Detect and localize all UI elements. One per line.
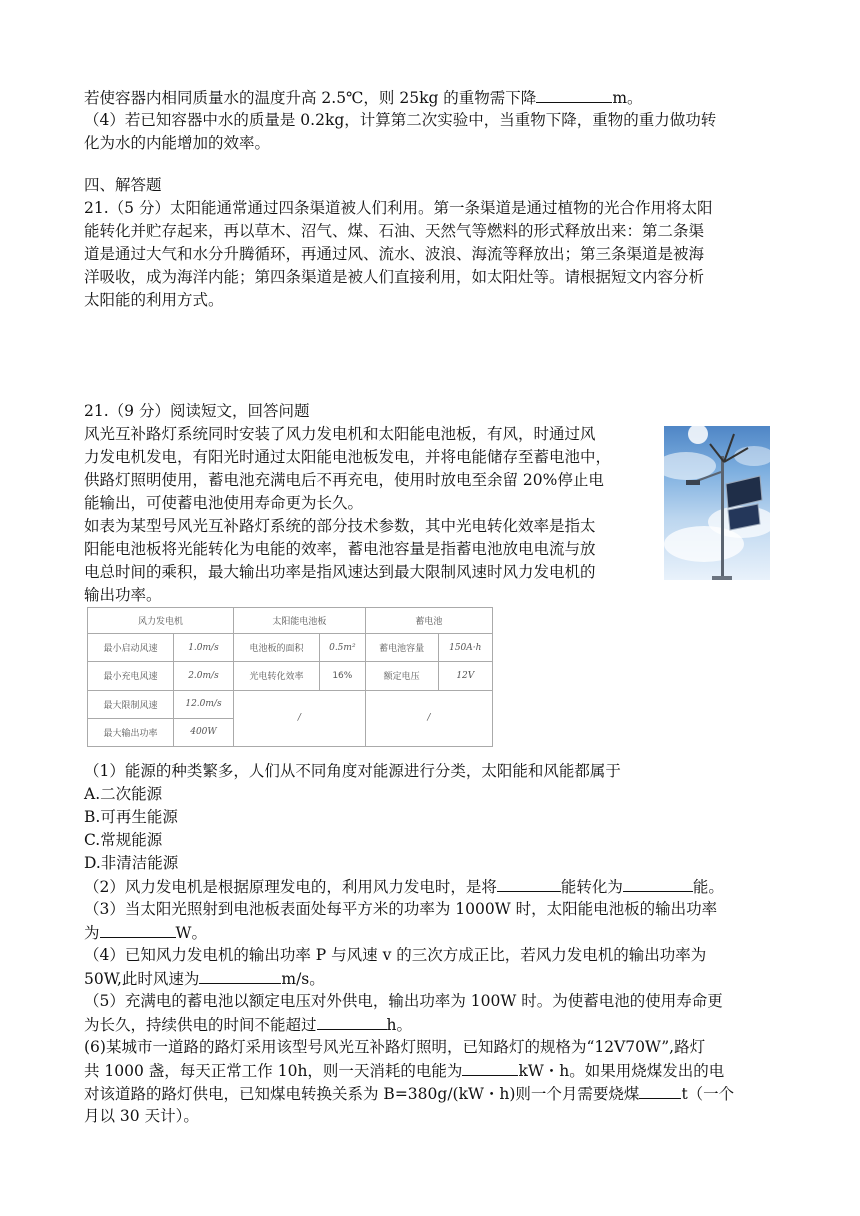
table-cell: 最小充电风速 bbox=[88, 662, 174, 690]
text-line: 道是通过大气和水分升腾循环，再通过风、流水、波浪、海流等释放出；第三条渠道是被海 bbox=[84, 245, 705, 263]
table-header: 太阳能电池板 bbox=[233, 608, 365, 634]
spec-table bbox=[87, 607, 493, 747]
option-c[interactable]: C.常规能源 bbox=[84, 831, 163, 849]
table-cell: 1.0m/s bbox=[173, 634, 233, 662]
text-line: 电总时间的乘积，最大输出功率是指风速达到最大限制风速时风力发电机的 bbox=[84, 563, 596, 581]
answer-blank[interactable] bbox=[317, 1011, 387, 1030]
answer-blank[interactable] bbox=[462, 1057, 518, 1076]
text-line: 太阳能的利用方式。 bbox=[84, 291, 224, 309]
text-line: 为长久，持续供电的时间不能超过 h。 bbox=[84, 1011, 412, 1038]
text-line: 为 W。 bbox=[84, 919, 207, 946]
text-line: （5）充满电的蓄电池以额定电压对外供电，输出功率为 100W 时。为使蓄电池的使用寿命更 bbox=[84, 992, 723, 1010]
table-cell: 额定电压 bbox=[365, 662, 438, 690]
street-lamp-photo bbox=[664, 426, 770, 580]
answer-blank[interactable] bbox=[497, 873, 561, 892]
option-a[interactable]: A.二次能源 bbox=[84, 785, 163, 803]
section-heading: 四、解答题 bbox=[84, 176, 162, 194]
text-line: 50W,此时风速为 m/s。 bbox=[84, 965, 325, 992]
text-line: 21.（5 分）太阳能通常通过四条渠道被人们利用。第一条渠道是通过植物的光合作用将太阳 bbox=[84, 199, 713, 217]
table-cell-empty: / bbox=[233, 690, 365, 746]
table-header: 风力发电机 bbox=[88, 608, 234, 634]
table-cell: 16% bbox=[319, 662, 365, 690]
text-line: 洋吸收，成为海洋内能；第四条渠道是被人们直接利用，如太阳灶等。请根据短文内容分析 bbox=[84, 268, 705, 286]
text-line: 化为水的内能增加的效率。 bbox=[84, 134, 271, 152]
text-line: （4）已知风力发电机的输出功率 P 与风速 v 的三次方成正比，若风力发电机的输出功率为 bbox=[84, 946, 707, 964]
answer-blank[interactable] bbox=[639, 1080, 681, 1099]
text-line: 风光互补路灯系统同时安装了风力发电机和太阳能电池板，有风，时通过风 bbox=[84, 425, 596, 443]
text-line: 阳能电池板将光能转化为电能的效率，蓄电池容量是指蓄电池放电电流与放 bbox=[84, 540, 596, 558]
table-cell: 电池板的面积 bbox=[233, 634, 319, 662]
answer-blank[interactable] bbox=[100, 919, 176, 938]
text-line: （3）当太阳光照射到电池板表面处每平方米的功率为 1000W 时，太阳能电池板的输出功率 bbox=[84, 900, 718, 918]
text-line: （1）能源的种类繁多，人们从不同角度对能源进行分类，太阳能和风能都属于 bbox=[84, 762, 621, 780]
text-line: 月以 30 天计）。 bbox=[84, 1107, 199, 1125]
table-cell: 最大限制风速 bbox=[88, 690, 174, 718]
text-line: (6)某城市一道路的路灯采用该型号风光互补路灯照明，已知路灯的规格为“12V70W”,路灯 bbox=[84, 1038, 706, 1056]
table-cell-empty: / bbox=[365, 690, 492, 746]
text-line: 对该道路的路灯供电，已知煤电转换关系为 B=380g/(kW・h)则一个月需要烧煤 t（一个 bbox=[84, 1080, 734, 1107]
table-header: 蓄电池 bbox=[365, 608, 492, 634]
text-line: 能输出，可使蓄电池使用寿命更为长久。 bbox=[84, 494, 364, 512]
text-line: 力发电机发电，有阳光时通过太阳能电池板发电，并将电能储存至蓄电池中， bbox=[84, 448, 612, 466]
table-cell: 最大输出功率 bbox=[88, 718, 174, 746]
table-cell: 12.0m/s bbox=[173, 690, 233, 718]
text-line: 能转化并贮存起来，再以草木、沼气、煤、石油、天然气等燃料的形式释放出来：第二条渠 bbox=[84, 222, 705, 240]
question-title: 21.（9 分）阅读短文，回答问题 bbox=[84, 402, 310, 420]
answer-blank[interactable] bbox=[199, 965, 281, 984]
table-cell: 400W bbox=[173, 718, 233, 746]
table-cell: 0.5m² bbox=[319, 634, 365, 662]
table-cell: 150A·h bbox=[438, 634, 492, 662]
answer-blank[interactable] bbox=[623, 873, 693, 892]
table-cell: 蓄电池容量 bbox=[365, 634, 438, 662]
table-cell: 最小启动风速 bbox=[88, 634, 174, 662]
text-line: （4）若已知容器中水的质量是 0.2kg，计算第二次实验中，当重物下降，重物的重力做功转 bbox=[84, 111, 717, 129]
option-d[interactable]: D.非清洁能源 bbox=[84, 854, 179, 872]
text-line: 供路灯照明使用，蓄电池充满电后不再充电，使用时放电至余留 20%停止电 bbox=[84, 471, 604, 489]
text-line: （2）风力发电机是根据原理发电的，利用风力发电时，是将 能转化为 能。 bbox=[84, 873, 724, 900]
table-cell: 光电转化效率 bbox=[233, 662, 319, 690]
text-line: 若使容器内相同质量水的温度升高 2.5℃，则 25kg 的重物需下降 m。 bbox=[84, 84, 643, 111]
text-line: 如表为某型号风光互补路灯系统的部分技术参数，其中光电转化效率是指太 bbox=[84, 517, 596, 535]
text-line: 输出功率。 bbox=[84, 586, 162, 604]
table-cell: 2.0m/s bbox=[173, 662, 233, 690]
option-b[interactable]: B.可再生能源 bbox=[84, 808, 178, 826]
street-lamp-illustration bbox=[664, 426, 770, 580]
text-line: 共 1000 盏，每天正常工作 10h，则一天消耗的电能为 kW・h。如果用烧煤发出的电 bbox=[84, 1057, 724, 1084]
answer-blank[interactable] bbox=[536, 84, 612, 103]
table-cell: 12V bbox=[438, 662, 492, 690]
